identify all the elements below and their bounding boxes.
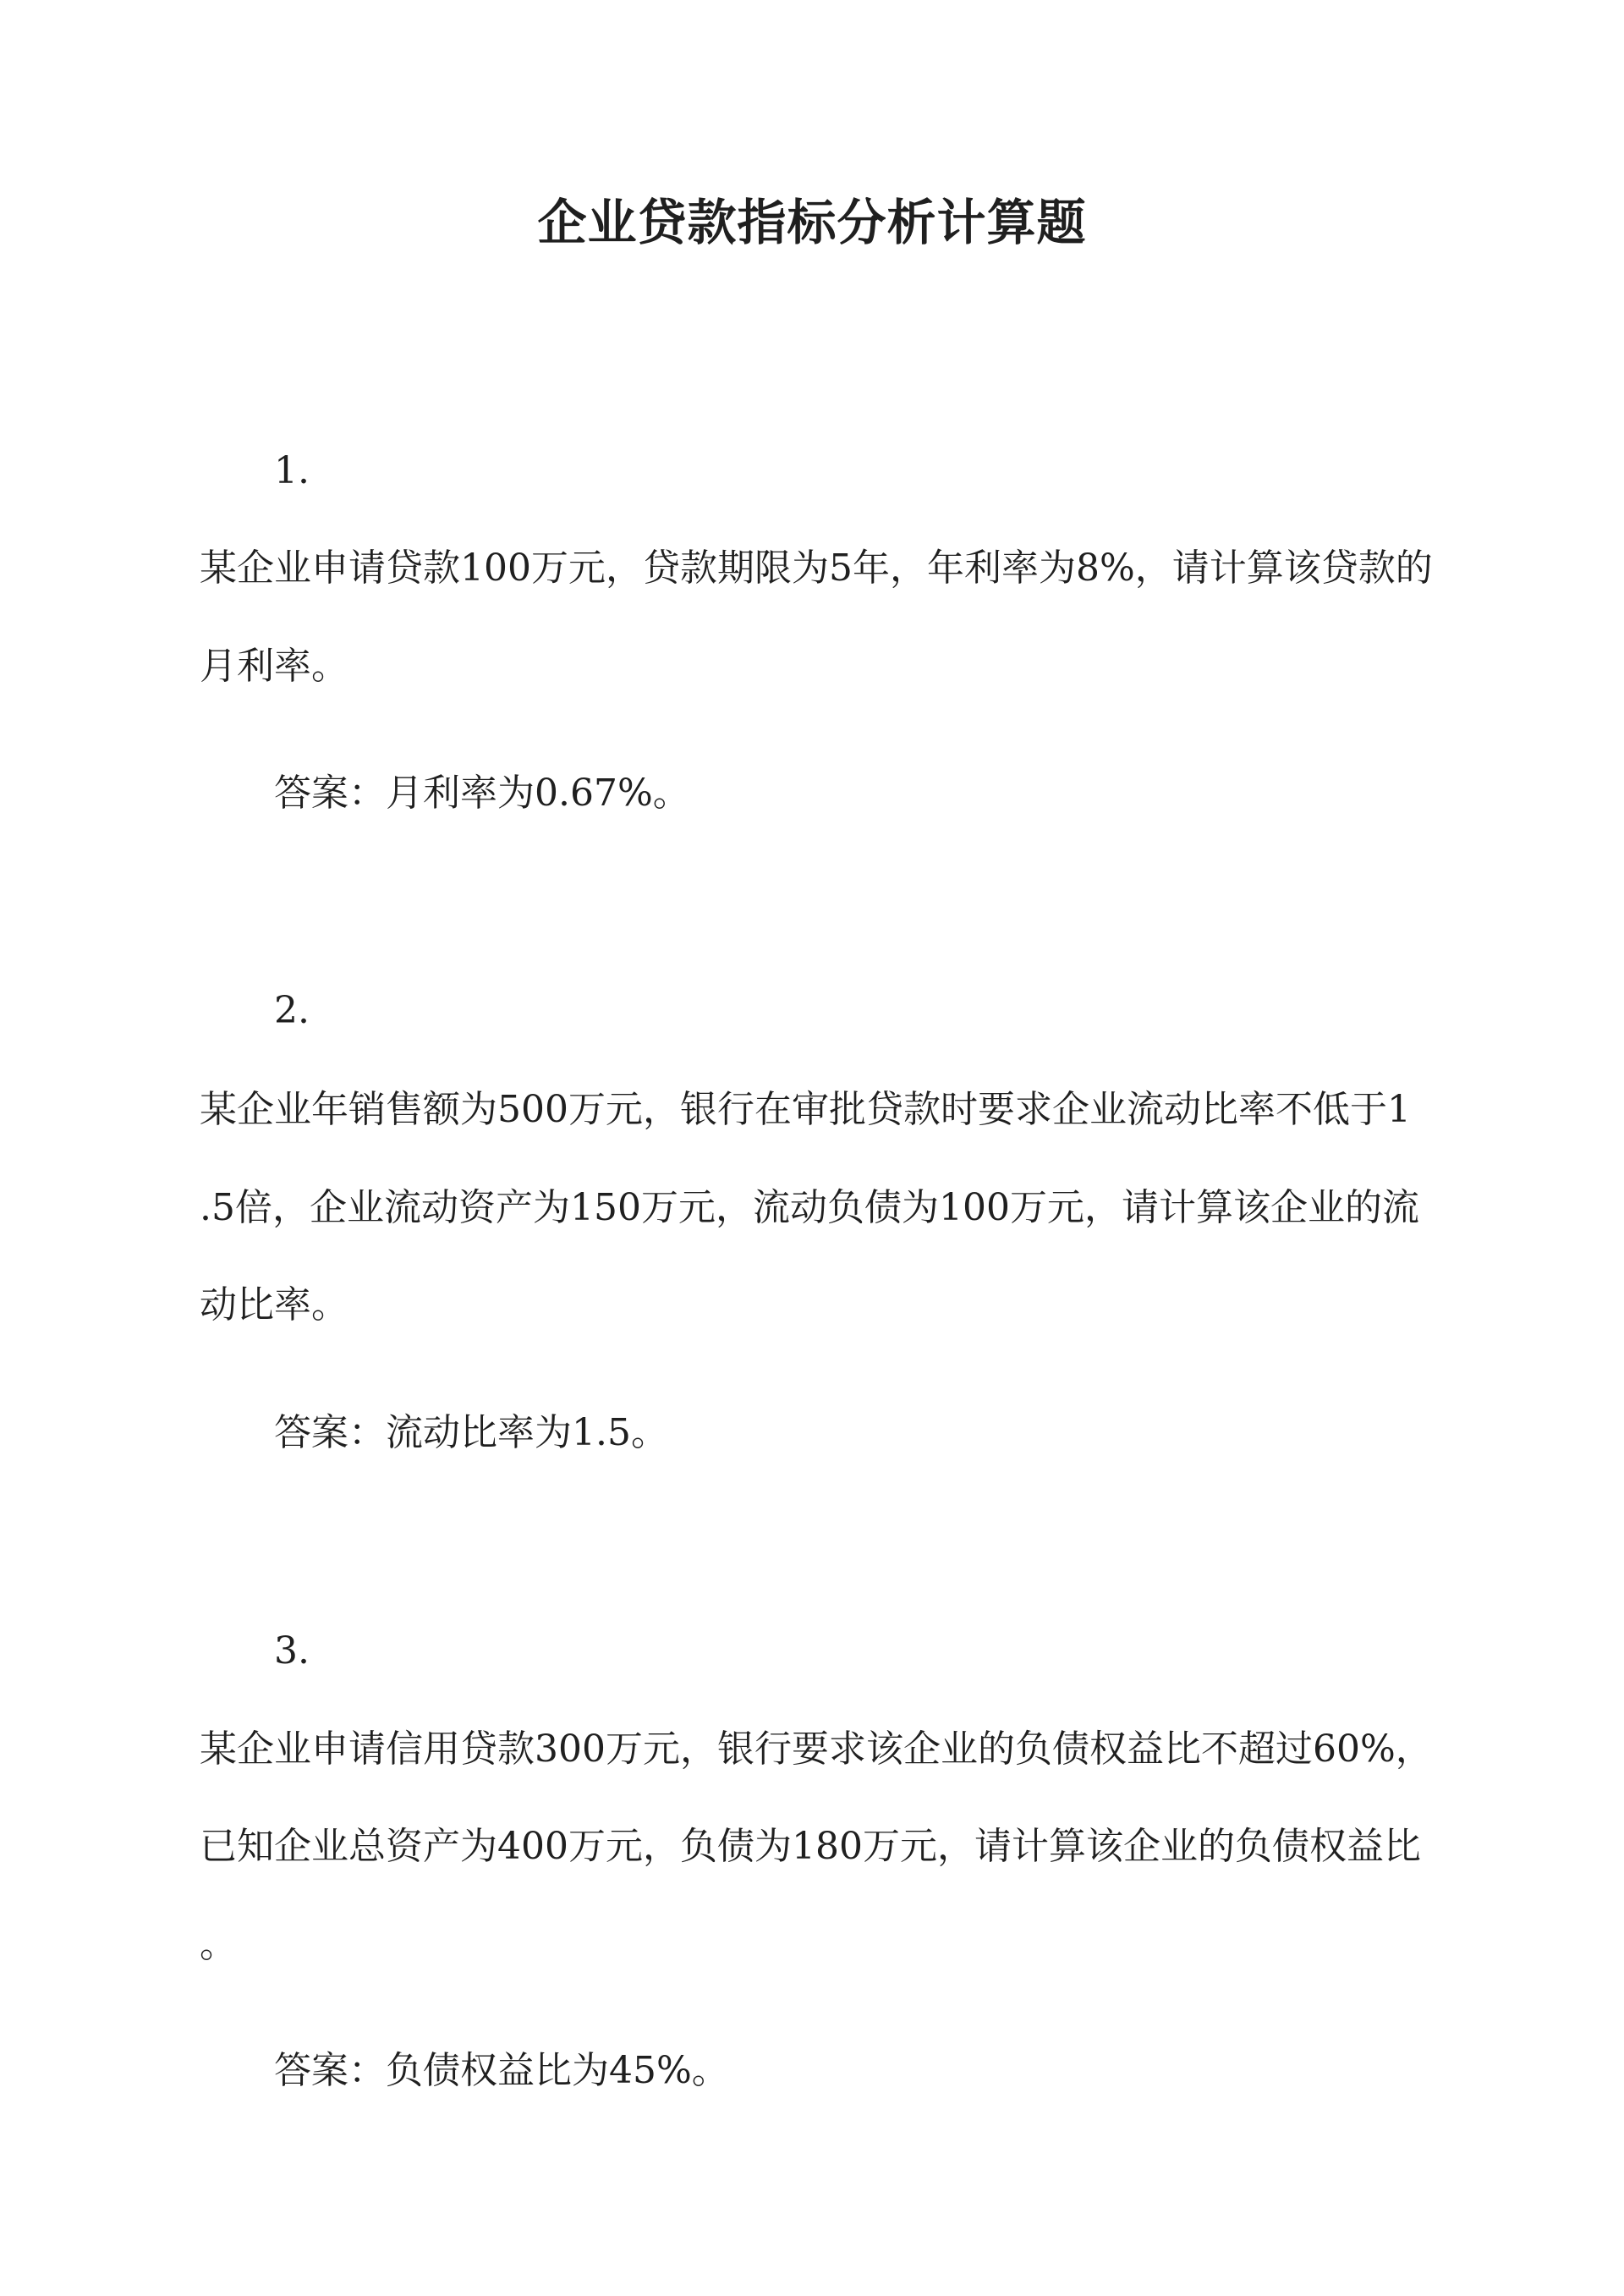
question-1-number: 1.	[274, 449, 310, 492]
question-1-text-line-1: 某企业申请贷款100万元，贷款期限为5年，年利率为8%，请计算该贷款的	[200, 547, 1433, 590]
question-3-text-line-3: 。	[200, 1923, 237, 1966]
question-3-text-line-1: 某企业申请信用贷款300万元，银行要求该企业的负债权益比不超过60%，	[200, 1727, 1433, 1771]
document-title: 企业贷款指标分析计算题	[537, 194, 1087, 251]
question-3-text-line-2: 已知企业总资产为400万元，负债为180万元，请计算该企业的负债权益比	[200, 1825, 1421, 1868]
question-1-text-line-2: 月利率。	[200, 645, 348, 688]
question-2-text-line-3: 动比率。	[200, 1283, 348, 1327]
question-3-answer: 答案：负债权益比为45%。	[274, 2049, 729, 2092]
question-3-number: 3.	[274, 1629, 310, 1673]
question-2-answer: 答案：流动比率为1.5。	[274, 1411, 668, 1454]
question-2-text-line-2: .5倍，企业流动资产为150万元，流动负债为100万元，请计算该企业的流	[200, 1186, 1419, 1229]
question-1-answer: 答案：月利率为0.67%。	[274, 772, 690, 815]
question-2-number: 2.	[274, 989, 310, 1032]
question-2-text-line-1: 某企业年销售额为500万元，银行在审批贷款时要求企业流动比率不低于1	[200, 1088, 1411, 1131]
